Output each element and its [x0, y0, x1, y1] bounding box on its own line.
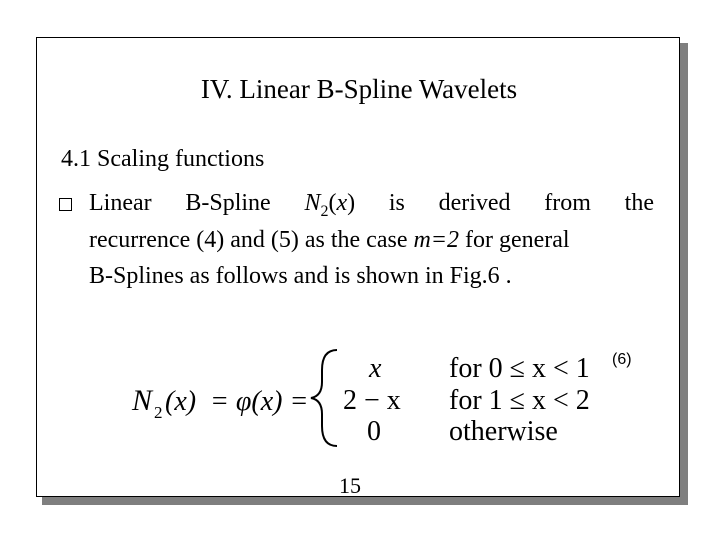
math-m-equals-2: m=2: [413, 226, 459, 253]
bullet-text: for general: [459, 226, 570, 253]
case-cond-3: otherwise: [449, 416, 558, 447]
bullet-text: recurrence (4) and (5) as the case: [89, 226, 414, 253]
bullet-text: is derived from the: [355, 190, 654, 216]
case-expr-1: x: [369, 353, 382, 384]
case-expr-3: 0: [367, 416, 381, 447]
case-cond-1: for 0 ≤ x < 1: [449, 353, 590, 384]
slide-title: IV. Linear B-Spline Wavelets: [200, 74, 518, 104]
eq-lhs-symbol: N: [132, 384, 153, 417]
case-expr-2: 2 − x: [343, 385, 401, 416]
eq-middle: = φ(x) =: [210, 386, 309, 417]
left-brace-icon: [311, 350, 337, 446]
equation: [117, 340, 617, 455]
eq-lhs-subscript: 2: [154, 403, 163, 422]
variable-x: x: [336, 190, 348, 216]
symbol-n: N: [304, 190, 321, 216]
subscript: 2: [320, 202, 329, 220]
bullet-line-2: [89, 222, 654, 259]
page-number: 15: [339, 473, 361, 498]
eq-lhs-var: (x): [165, 386, 197, 417]
equation-number: (6): [612, 351, 632, 368]
bullet-line-1: Linear B-Spline $N_2(x)$ is derived from the: [89, 190, 654, 220]
bullet-paragraph: [89, 185, 654, 295]
bullet-line-3: B-Splines as follows and is shown in Fig.6 .: [89, 263, 512, 289]
bullet-text: Linear B-Spline: [89, 190, 305, 216]
slide: [36, 37, 680, 497]
square-bullet-icon: [59, 198, 72, 211]
case-cond-2: for 1 ≤ x < 2: [449, 385, 590, 416]
section-heading: 4.1 Scaling functions: [61, 146, 265, 172]
